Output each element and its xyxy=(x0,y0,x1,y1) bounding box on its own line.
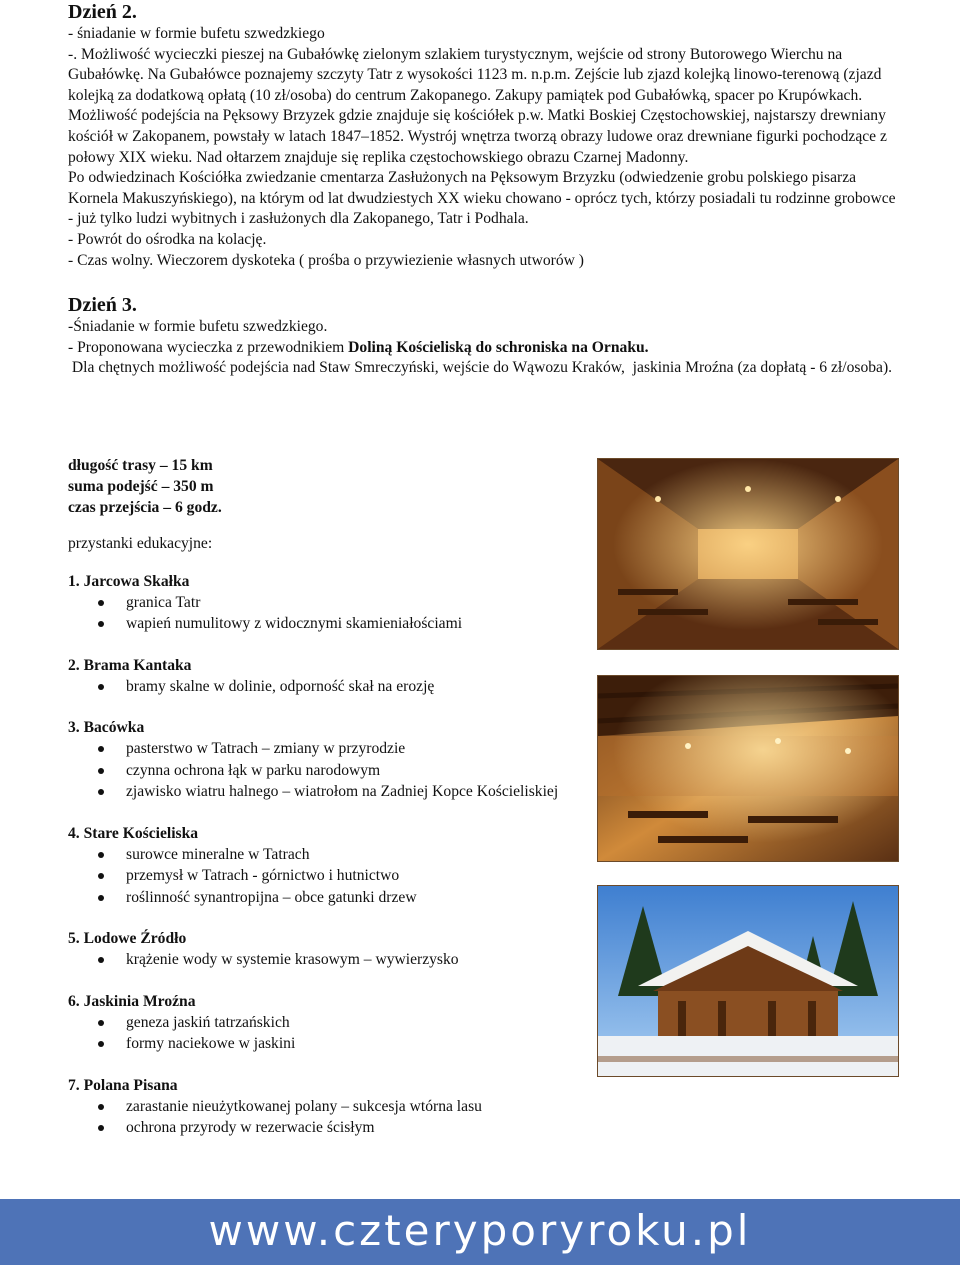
footer-banner xyxy=(0,1199,960,1265)
stop-topic-item: wapień numulitowy z widocznymi skamieniałościami xyxy=(68,613,568,635)
stop-title: 5. Lodowe Źródło xyxy=(68,930,187,948)
day2-title: Dzień 2. xyxy=(68,1,137,23)
stop-title: 4. Stare Kościeliska xyxy=(68,824,199,842)
day2-line: -. Możliwość wycieczki pieszej na Gubałówkę zielonym szlakiem turystycznym, wejście od strony Butorowego Wierchu na Gubałówkę. Na Gubałówce poznajemy szczyty Tatr z wysokości 1123 m. n.p.m. Zejście lub zjazd kolejką linowo-terenową (zjazd kolejką za dodatkową opłatą (10 zł/osoba) do centrum Zakopanego. Zakupy pamiątek pod Gubałówką, spacer po Krupówkach. xyxy=(68,45,882,104)
day3-optional: Dla chętnych możliwość podejścia nad Staw Smreczyński, wejście do Wąwozu Kraków, jaskinia Mroźna (za dopłatą - 6 zł/osoba). xyxy=(68,359,893,377)
trail-info xyxy=(68,455,568,1139)
trail-time: czas przejścia – 6 godz. xyxy=(68,499,222,516)
day2-line: - śniadanie w formie bufetu szwedzkiego xyxy=(68,25,325,42)
day3-trip-prefix: - Proponowana wycieczka z przewodnikiem xyxy=(68,338,349,356)
day2-line: Możliwość podejścia na Pęksowy Brzyzek gdzie znajduje się kościółek p.w. Matki Boskiej Częstochowskiej, najstarszy drewniany kościół w Zakopanem, powstały w latach 1847–1852. Wystrój wnętrza tworzą obrazy ludowe oraz drewniane figurki pochodzące z połowy XIX wieku. Nad ołtarzem znajduje się replika częstochowskiego obrazu Czarnej Madonny. xyxy=(68,107,887,166)
educational-stops xyxy=(68,555,568,1139)
day3-title: Dzień 3. xyxy=(68,294,137,317)
day3-breakfast: -Śniadanie w formie bufetu szwedzkiego. xyxy=(68,318,328,336)
stop-topic-item: przemysł w Tatrach - górnictwo i hutnictwo xyxy=(68,865,568,887)
stop-topic-item: zarastanie nieużytkowanej polany – sukcesja wtórna lasu xyxy=(68,1096,568,1118)
stop-topic-item: formy naciekowe w jaskini xyxy=(68,1033,568,1055)
stop-topics xyxy=(68,738,568,803)
day2-line: Po odwiedzinach Kościółka zwiedzanie cmentarza Zasłużonych na Pęksowym Brzyzku (odwiedzenie grobu polskiego pisarza Kornela Makuszyńskiego), na którym od lat dwudziestych XX wieku chowano - oprócz tych, którzy posiadali tu rodzinne grobowce - już tylko ludzi wybitnych i zasłużonych dla Zakopanego, Tatr i Podhala. xyxy=(68,169,896,228)
trail-ascent: suma podejść – 350 m xyxy=(68,478,214,495)
stop-topic-item: surowce mineralne w Tatrach xyxy=(68,844,568,866)
stop-title: 2. Brama Kantaka xyxy=(68,656,192,674)
stop-topics xyxy=(68,676,568,698)
stop-title: 7. Polana Pisana xyxy=(68,1076,178,1094)
wooden-building-photo xyxy=(597,885,899,1077)
day2-line: - Powrót do ośrodka na kolację. xyxy=(68,230,267,248)
stop-topics xyxy=(68,949,568,971)
stop-title: 3. Bacówka xyxy=(68,719,145,737)
stop-topic-item: geneza jaskiń tatrzańskich xyxy=(68,1012,568,1034)
stop-title: 6. Jaskinia Mroźna xyxy=(68,992,196,1010)
wooden-building-winter-image xyxy=(598,886,898,1076)
stop-topic-item: roślinność synantropijna – obce gatunki drzew xyxy=(68,887,568,909)
itinerary-upper xyxy=(68,0,898,379)
footer-website[interactable]: www.czteryporyroku.pl xyxy=(208,1206,752,1255)
stop-topics xyxy=(68,592,568,635)
stop-topic-item: czynna ochrona łąk w parku narodowym xyxy=(68,760,568,782)
trail-length: długość trasy – 15 km xyxy=(68,457,213,474)
stops-label: przystanki edukacyjne: xyxy=(68,535,213,552)
stop-topics xyxy=(68,844,568,909)
restaurant-interior-image-1 xyxy=(598,459,898,649)
stop-topic-item: zjawisko wiatru halnego – wiatrołom na Zadniej Kopce Kościeliskiej xyxy=(68,781,568,803)
stop-title: 1. Jarcowa Skałka xyxy=(68,572,190,590)
restaurant-interior-photo-2 xyxy=(597,675,899,862)
stop-topic-item: granica Tatr xyxy=(68,592,568,614)
day3-trip xyxy=(68,338,898,359)
restaurant-interior-image-2 xyxy=(598,676,898,861)
stop-topic-item: bramy skalne w dolinie, odporność skał na erozję xyxy=(68,676,568,698)
stop-topics xyxy=(68,1096,568,1139)
stop-topic-item: pasterstwo w Tatrach – zmiany w przyrodzie xyxy=(68,738,568,760)
day2-line: - Czas wolny. Wieczorem dyskoteka ( prośba o przywiezienie własnych utworów ) xyxy=(68,251,584,269)
stop-topic-item: ochrona przyrody w rezerwacie ścisłym xyxy=(68,1117,568,1139)
stop-topics xyxy=(68,1012,568,1055)
day3-trip-route: Doliną Kościeliską do schroniska na Ornaku. xyxy=(348,338,649,356)
stop-topic-item: krążenie wody w systemie krasowym – wywierzysko xyxy=(68,949,568,971)
restaurant-interior-photo-1 xyxy=(597,458,899,650)
